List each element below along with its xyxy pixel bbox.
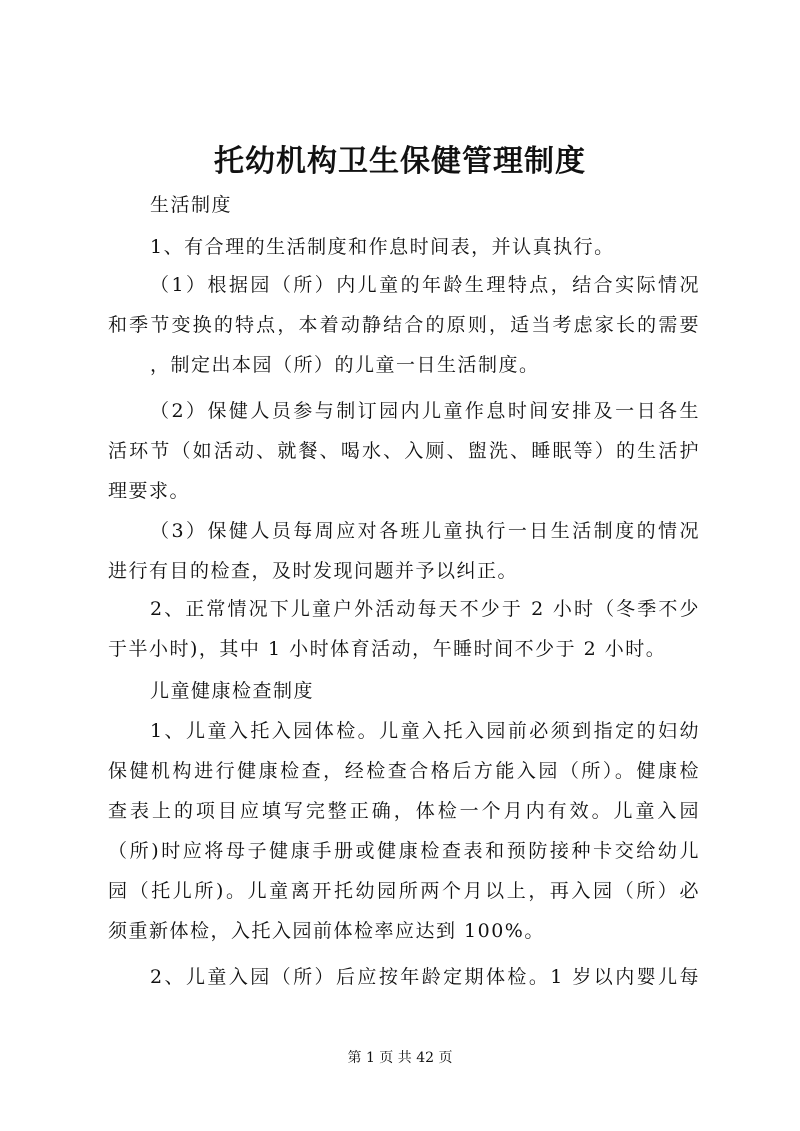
- paragraph-line: 和季节变换的特点，本着动静结合的原则，适当考虑家长的需要: [108, 314, 700, 336]
- paragraph-line: （2）保健人员参与制订园内儿童作息时间安排及一日各生: [150, 400, 700, 422]
- paragraph-line: 于半小时)，其中 1 小时体育活动，午睡时间不少于 2 小时。: [108, 638, 667, 660]
- paragraph-line: 1、儿童入托入园体检。儿童入托入园前必须到指定的妇幼: [150, 720, 700, 742]
- paragraph-line: 1、有合理的生活制度和作息时间表，并认真执行。: [150, 236, 615, 258]
- section-heading: 儿童健康检查制度: [150, 680, 315, 702]
- paragraph-line: ，制定出本园（所）的儿童一日生活制度。: [150, 354, 540, 376]
- section-heading: 生活制度: [150, 194, 233, 216]
- paragraph-line: 须重新体检，入托入园前体检率应达到 100%。: [108, 920, 545, 942]
- document-title: 托幼机构卫生保健管理制度: [214, 144, 586, 179]
- paragraph-line: 保健机构进行健康检查，经检查合格后方能入园（所）。健康检: [108, 760, 700, 782]
- paragraph-line: （1）根据园（所）内儿童的年龄生理特点，结合实际情况: [150, 274, 700, 296]
- paragraph-line: 活环节（如活动、就餐、喝水、入厕、盥洗、睡眠等）的生活护: [108, 440, 700, 462]
- paragraph-line: 园（托儿所)。儿童离开托幼园所两个月以上，再入园（所）必: [108, 880, 700, 902]
- paragraph-line: 2、正常情况下儿童户外活动每天不少于 2 小时（冬季不少: [150, 598, 700, 620]
- paragraph-line: 2、儿童入园（所）后应按年龄定期体检。1 岁以内婴儿每: [150, 966, 700, 988]
- paragraph-line: （3）保健人员每周应对各班儿童执行一日生活制度的情况: [150, 520, 700, 542]
- paragraph-line: 理要求。: [108, 480, 191, 502]
- paragraph-line: 进行有目的检查，及时发现问题并予以纠正。: [108, 560, 519, 582]
- paragraph-line: （所)时应将母子健康手册或健康检查表和预防接种卡交给幼儿: [108, 840, 700, 862]
- page-footer: 第 1 页 共 42 页: [347, 1050, 453, 1066]
- paragraph-line: 查表上的项目应填写完整正确，体检一个月内有效。儿童入园: [108, 800, 700, 822]
